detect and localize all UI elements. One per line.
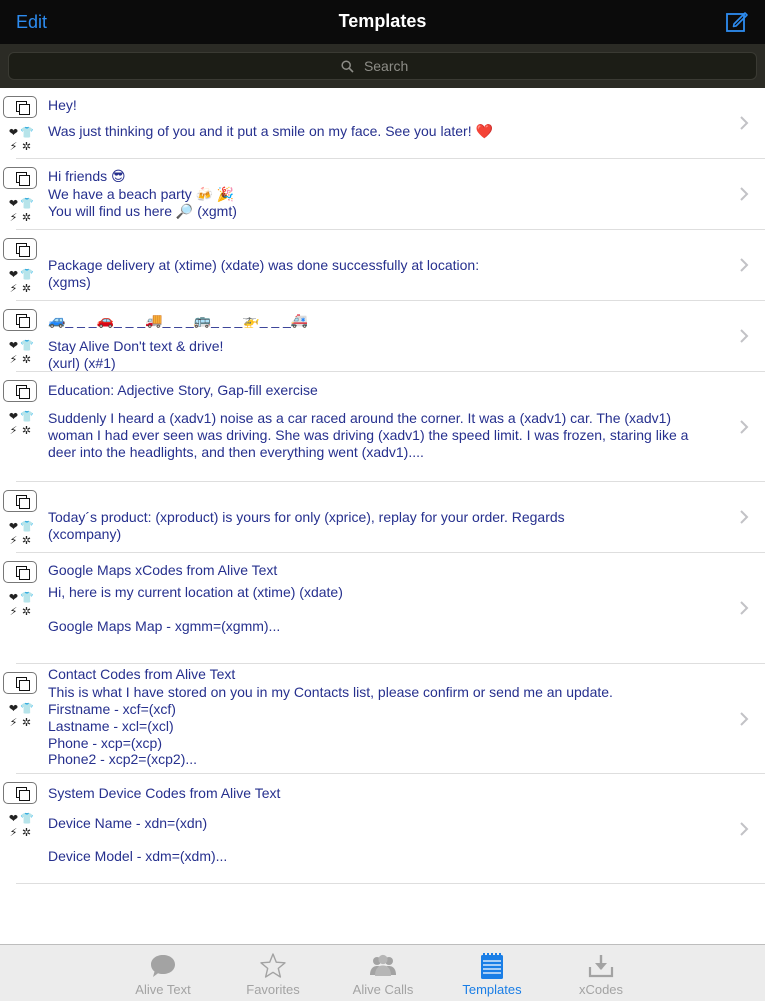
template-row[interactable] [8, 159, 765, 230]
page-title: Templates [338, 11, 427, 31]
template-line: This is what I have stored on you in my Contacts list, please confirm or send me an update. [48, 684, 613, 700]
people-icon [368, 951, 398, 981]
tab-favorites[interactable] [228, 945, 318, 1001]
tab-templates[interactable] [447, 945, 537, 1001]
chevron-right-icon [739, 821, 749, 837]
template-line: System Device Codes from Alive Text [48, 785, 281, 801]
shirt-icon: 👕 [20, 340, 34, 352]
template-line: Phone - xcp=(xcp) [48, 735, 162, 751]
template-line: woman I had ever seen was driving. She was driving (xadv1) the speed limit. I was frozen, staring like a [48, 427, 689, 443]
chevron-right-icon [739, 600, 749, 616]
row-status-icons [7, 339, 37, 367]
template-line: Suddenly I heard a (xadv1) noise as a car raced around the corner. It was a (xadv1) car. The (xadv1) [48, 410, 672, 426]
lightning-icon: ⚡ [9, 212, 18, 224]
template-line: deer into the headlights, and then everything went (xadv1).... [48, 444, 424, 460]
copy-template-button[interactable] [3, 672, 37, 694]
copy-template-button[interactable] [3, 490, 37, 512]
lightning-icon: ⚡ [9, 141, 18, 153]
template-row[interactable] [8, 664, 765, 774]
puzzle-icon: ✲ [21, 141, 32, 153]
copy-template-button[interactable] [3, 561, 37, 583]
row-status-icons [7, 126, 37, 154]
chevron-right-icon [739, 419, 749, 435]
download-tray-icon [586, 951, 616, 981]
puzzle-icon: ✲ [21, 827, 32, 839]
template-row[interactable] [8, 553, 765, 664]
template-line: Lastname - xcl=(xcl) [48, 718, 174, 734]
row-status-icons [7, 812, 37, 840]
template-row[interactable] [8, 372, 765, 482]
search-input[interactable] [364, 58, 424, 74]
edit-button[interactable]: Edit [16, 12, 48, 32]
search-icon [341, 60, 354, 73]
row-status-icons [7, 197, 37, 225]
template-line: Education: Adjective Story, Gap-fill exercise [48, 382, 318, 398]
heart-icon: ❤ [8, 703, 19, 715]
tab-label: Templates [462, 982, 522, 997]
speech-bubble-icon [148, 951, 178, 981]
copy-template-button[interactable] [3, 782, 37, 804]
template-line: You will find us here 🔎 (xgmt) [48, 203, 237, 219]
tab-label: Favorites [246, 982, 300, 997]
search-bar [0, 44, 765, 88]
heart-icon: ❤ [8, 592, 19, 604]
puzzle-icon: ✲ [21, 425, 32, 437]
row-status-icons [7, 702, 37, 730]
star-icon [258, 951, 288, 981]
shirt-icon: 👕 [20, 198, 34, 210]
template-line: (xcompany) [48, 526, 122, 542]
template-line: Device Model - xdm=(xdm)... [48, 848, 228, 864]
chevron-right-icon [739, 328, 749, 344]
compose-icon[interactable] [725, 9, 749, 33]
row-status-icons [7, 520, 37, 548]
shirt-icon: 👕 [20, 703, 34, 715]
template-row[interactable] [8, 774, 765, 884]
lightning-icon: ⚡ [9, 283, 18, 295]
row-status-icons [7, 591, 37, 619]
puzzle-icon: ✲ [21, 535, 32, 547]
template-line: Today´s product: (xproduct) is yours for only (xprice), replay for your order. Regards [48, 509, 565, 525]
puzzle-icon: ✲ [21, 283, 32, 295]
row-status-icons [7, 268, 37, 296]
lightning-icon: ⚡ [9, 717, 18, 729]
shirt-icon: 👕 [20, 521, 34, 533]
chevron-right-icon [739, 257, 749, 273]
lightning-icon: ⚡ [9, 827, 18, 839]
chevron-right-icon [739, 115, 749, 131]
templates-list [0, 88, 765, 884]
puzzle-icon: ✲ [21, 354, 32, 366]
template-row[interactable] [8, 482, 765, 553]
shirt-icon: 👕 [20, 411, 34, 423]
template-line: Package delivery at (xtime) (xdate) was done successfully at location: [48, 257, 480, 273]
copy-template-button[interactable] [3, 380, 37, 402]
tab-label: Alive Calls [352, 982, 414, 997]
template-line: Was just thinking of you and it put a smile on my face. See you later! ❤️ [48, 123, 493, 139]
tab-label: xCodes [578, 982, 624, 997]
template-line: (xurl) (x#1) [48, 355, 116, 371]
template-line: Google Maps Map - xgmm=(xgmm)... [48, 618, 281, 634]
template-line: Hi friends 😎 [48, 168, 126, 184]
template-line: 🚙_ _ _🚗_ _ _🚚_ _ _🚌_ _ _🚁_ _ _🚑 [48, 312, 309, 328]
tab-label: Alive Text [135, 982, 191, 997]
template-row[interactable] [8, 301, 765, 372]
heart-icon: ❤ [8, 411, 19, 423]
lightning-icon: ⚡ [9, 606, 18, 618]
template-line: (xgms) [48, 274, 91, 290]
copy-template-button[interactable] [3, 238, 37, 260]
template-line: Google Maps xCodes from Alive Text [48, 562, 278, 578]
shirt-icon: 👕 [20, 813, 34, 825]
navigation-bar [0, 0, 765, 44]
tab-alive-text[interactable] [118, 945, 208, 1001]
template-line: Hi, here is my current location at (xtime) (xdate) [48, 584, 343, 600]
tab-alive-calls[interactable] [338, 945, 428, 1001]
template-line: Contact Codes from Alive Text [48, 666, 236, 682]
template-row[interactable] [8, 88, 765, 159]
lightning-icon: ⚡ [9, 354, 18, 366]
heart-icon: ❤ [8, 813, 19, 825]
heart-icon: ❤ [8, 521, 19, 533]
chevron-right-icon [739, 186, 749, 202]
chevron-right-icon [739, 711, 749, 727]
template-line: Device Name - xdn=(xdn) [48, 815, 208, 831]
notepad-icon [477, 951, 507, 981]
lightning-icon: ⚡ [9, 535, 18, 547]
shirt-icon: 👕 [20, 269, 34, 281]
search-field[interactable] [8, 52, 757, 80]
heart-icon: ❤ [8, 198, 19, 210]
template-line: We have a beach party 🍻 🎉 [48, 186, 235, 202]
heart-icon: ❤ [8, 340, 19, 352]
shirt-icon: 👕 [20, 592, 34, 604]
template-line: Hey! [48, 97, 77, 113]
puzzle-icon: ✲ [21, 212, 32, 224]
puzzle-icon: ✲ [21, 717, 32, 729]
shirt-icon: 👕 [20, 127, 34, 139]
template-row[interactable] [8, 230, 765, 301]
row-status-icons [7, 410, 37, 438]
tab-bar [0, 944, 765, 1001]
template-line: Phone2 - xcp2=(xcp2)... [48, 751, 198, 767]
template-line: Firstname - xcf=(xcf) [48, 701, 176, 717]
copy-template-button[interactable] [3, 167, 37, 189]
chevron-right-icon [739, 509, 749, 525]
copy-template-button[interactable] [3, 309, 37, 331]
puzzle-icon: ✲ [21, 606, 32, 618]
copy-template-button[interactable] [3, 96, 37, 118]
heart-icon: ❤ [8, 127, 19, 139]
tab-xcodes[interactable] [556, 945, 646, 1001]
lightning-icon: ⚡ [9, 425, 18, 437]
heart-icon: ❤ [8, 269, 19, 281]
template-line: Stay Alive Don't text & drive! [48, 338, 224, 354]
